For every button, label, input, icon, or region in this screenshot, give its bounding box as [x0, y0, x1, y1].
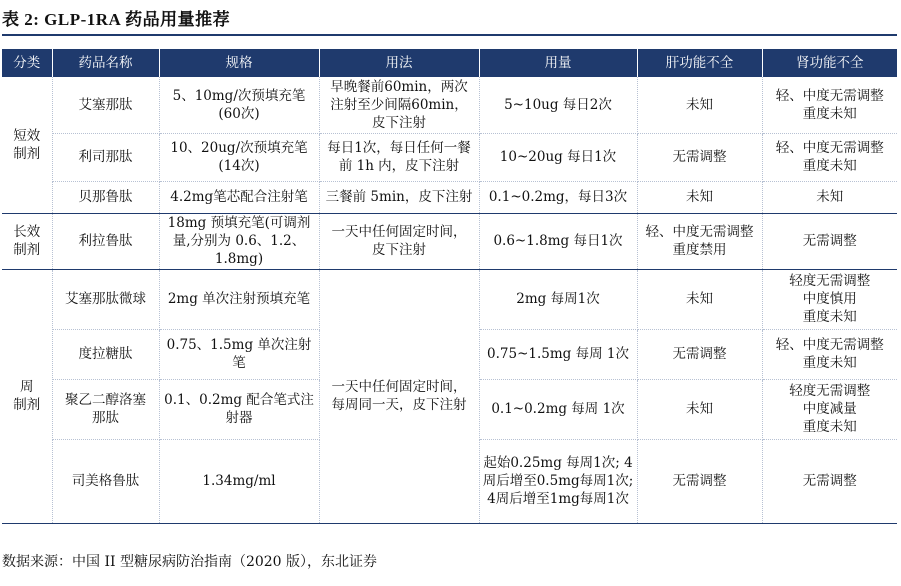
- drug-liver: 未知: [637, 269, 762, 329]
- title-rule: [2, 34, 897, 36]
- drug-kidney: 轻、中度无需调整 重度未知: [762, 329, 897, 379]
- drug-usage: 三餐前 5min，皮下注射: [319, 181, 479, 213]
- drug-dose: 起始0.25mg 每周1次; 4 周后增至0.5mg每周1次; 4周后增至1mg每周1次: [479, 439, 637, 523]
- drug-liver: 无需调整: [637, 329, 762, 379]
- drug-spec: 5、10mg/次预填充笔 (60次): [159, 77, 319, 133]
- table-row: [2, 133, 897, 181]
- drug-kidney: 轻、中度无需调整 重度未知: [762, 77, 897, 133]
- drug-name: 度拉糖肽: [52, 329, 159, 379]
- drug-spec: 0.75、1.5mg 单次注射 笔: [159, 329, 319, 379]
- header-drug-name: 药品名称: [52, 49, 159, 77]
- weekly-usage: 一天中任何固定时间， 每周同一天，皮下注射: [319, 269, 479, 523]
- table-row: [2, 269, 897, 329]
- drug-dose: 10~20ug 每日1次: [479, 133, 637, 181]
- header-category: 分类: [2, 49, 52, 77]
- header-spec: 规格: [159, 49, 319, 77]
- drug-liver: 未知: [637, 77, 762, 133]
- drug-kidney: 轻、中度无需调整 重度未知: [762, 133, 897, 181]
- header-dose: 用量: [479, 49, 637, 77]
- drug-dose: 0.75~1.5mg 每周 1次: [479, 329, 637, 379]
- table-row: [2, 213, 897, 269]
- drug-spec: 4.2mg笔芯配合注射笔: [159, 181, 319, 213]
- header-kidney: 肾功能不全: [762, 49, 897, 77]
- table-row: [2, 181, 897, 213]
- drug-name: 利司那肽: [52, 133, 159, 181]
- drug-dose: 0.6~1.8mg 每日1次: [479, 213, 637, 269]
- drug-dose: 0.1~0.2mg，每日3次: [479, 181, 637, 213]
- drug-liver: 未知: [637, 379, 762, 439]
- drug-name: 利拉鲁肽: [52, 213, 159, 269]
- drug-name: 聚乙二醇洛塞 那肽: [52, 379, 159, 439]
- drug-dose: 2mg 每周1次: [479, 269, 637, 329]
- drug-name: 贝那鲁肽: [52, 181, 159, 213]
- drug-spec: 2mg 单次注射预填充笔: [159, 269, 319, 329]
- drug-liver: 未知: [637, 181, 762, 213]
- drug-kidney: 无需调整: [762, 213, 897, 269]
- drug-kidney: 轻度无需调整 中度慎用 重度未知: [762, 269, 897, 329]
- drug-dose: 5~10ug 每日2次: [479, 77, 637, 133]
- drug-name: 艾塞那肽: [52, 77, 159, 133]
- table-title: 表 2: GLP-1RA 药品用量推荐: [2, 10, 231, 29]
- drug-usage: 早晚餐前60min，两次 注射至少间隔60min， 皮下注射: [319, 77, 479, 133]
- drug-spec: 10、20ug/次预填充笔 (14次): [159, 133, 319, 181]
- drug-kidney: 未知: [762, 181, 897, 213]
- drug-kidney: 轻度无需调整 中度减量 重度未知: [762, 379, 897, 439]
- drug-name: 艾塞那肽微球: [52, 269, 159, 329]
- drug-spec: 1.34mg/ml: [159, 439, 319, 523]
- drug-usage: 一天中任何固定时间， 皮下注射: [319, 213, 479, 269]
- drug-name: 司美格鲁肽: [52, 439, 159, 523]
- source-note: 数据来源：中国 II 型糖尿病防治指南（2020 版），东北证券: [2, 554, 378, 570]
- drug-spec: 0.1、0.2mg 配合笔式注 射器: [159, 379, 319, 439]
- dosage-table: [2, 49, 897, 524]
- category-short: 短效 制剂: [2, 77, 52, 213]
- drug-spec: 18mg 预填充笔(可调剂 量,分别为 0.6、1.2、 1.8mg): [159, 213, 319, 269]
- header-row: [2, 49, 897, 77]
- header-usage: 用法: [319, 49, 479, 77]
- drug-kidney: 无需调整: [762, 439, 897, 523]
- drug-dose: 0.1~0.2mg 每周 1次: [479, 379, 637, 439]
- category-weekly: 周 制剂: [2, 269, 52, 523]
- table-row: [2, 77, 897, 133]
- drug-liver: 无需调整: [637, 133, 762, 181]
- drug-usage: 每日1次，每日任何一餐 前 1h 内，皮下注射: [319, 133, 479, 181]
- drug-liver: 轻、中度无需调整 重度禁用: [637, 213, 762, 269]
- header-liver: 肝功能不全: [637, 49, 762, 77]
- drug-liver: 无需调整: [637, 439, 762, 523]
- category-long: 长效 制剂: [2, 213, 52, 269]
